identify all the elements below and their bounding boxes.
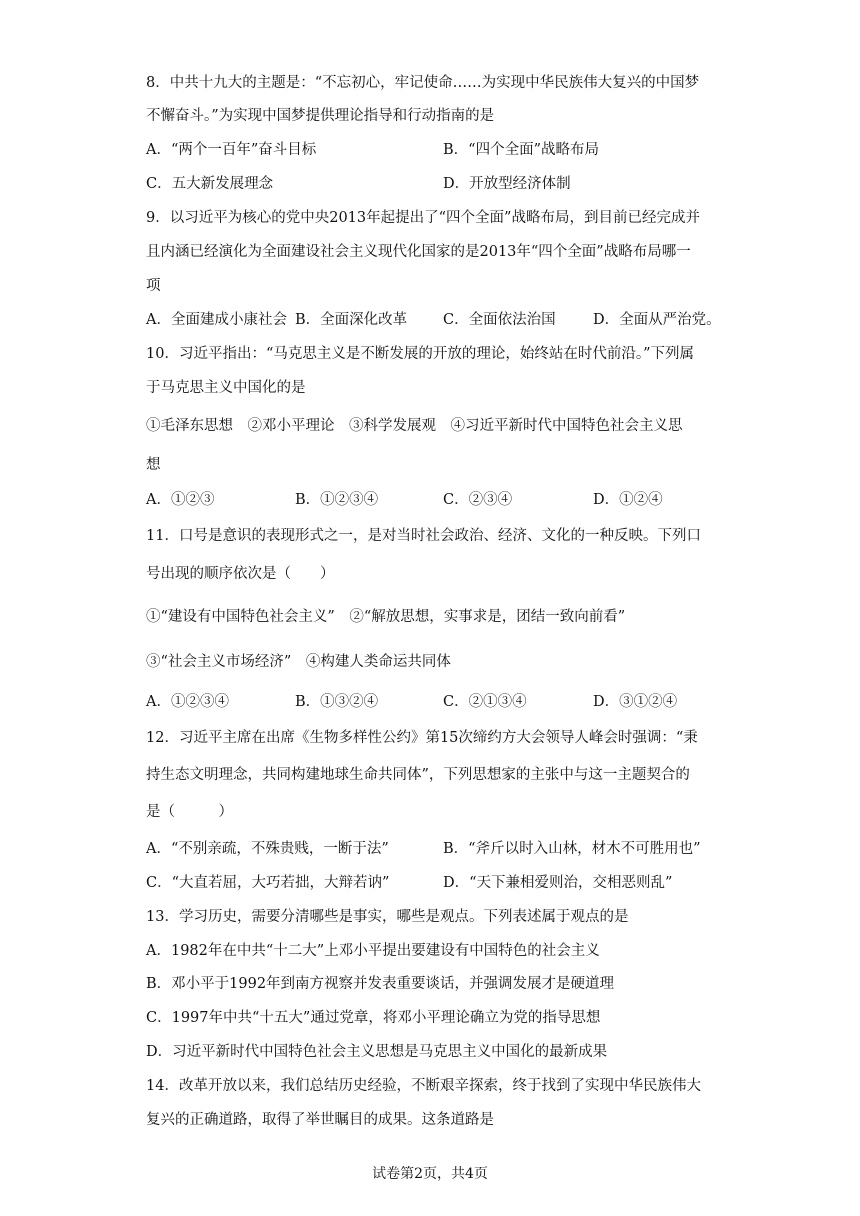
q10-option-d: D．①②④ <box>593 492 663 508</box>
q10-option-c: C．②③④ <box>443 492 513 508</box>
q11-option-b: B．①③②④ <box>295 694 379 710</box>
q9-option-c: C．全面依法治国 <box>443 312 556 328</box>
q10-items-line2: 想 <box>146 457 161 473</box>
q11-items-line2: ③“社会主义市场经济” ④构建人类命运共同体 <box>146 654 451 670</box>
q10-stem-line1: 10．习近平指出：“马克思主义是不断发展的开放的理论，始终站在时代前沿。”下列属 <box>146 346 695 362</box>
q8-stem-line2: 不懈奋斗。”为实现中国梦提供理论指导和行动指南的是 <box>146 108 495 124</box>
q12-stem-line3: 是（ ） <box>146 804 233 820</box>
q12-option-a: A．“不别亲疏，不殊贵贱，一断于法” <box>146 841 389 857</box>
q11-stem-line2: 号出现的顺序依次是（ ） <box>146 566 335 582</box>
q14-stem-line1: 14．改革开放以来，我们总结历史经验，不断艰辛探索，终于找到了实现中华民族伟大 <box>146 1078 701 1094</box>
q13-option-a: A．1982年在中共“十二大”上邓小平提出要建设有中国特色的社会主义 <box>146 943 600 959</box>
q12-stem-line2: 持生态文明理念，共同构建地球生命共同体”，下列思想家的主张中与这一主题契合的 <box>146 767 690 783</box>
q10-items-line1: ①毛泽东思想 ②邓小平理论 ③科学发展观 ④习近平新时代中国特色社会主义思 <box>146 418 683 434</box>
q9-option-a: A．全面建成小康社会 <box>146 312 287 328</box>
q12-option-b: B．“斧斤以时入山林，材木不可胜用也” <box>443 841 701 857</box>
q9-stem-line2: 且内涵已经演化为全面建设社会主义现代化国家的是2013年“四个全面”战略布局哪一 <box>146 244 691 260</box>
q9-option-b: B．全面深化改革 <box>295 312 408 328</box>
q8-stem-line1: 8．中共十九大的主题是：“不忘初心，牢记使命……为实现中华民族伟大复兴的中国梦 <box>146 75 700 91</box>
q8-option-d: D．开放型经济体制 <box>443 176 571 192</box>
q14-stem-line2: 复兴的正确道路，取得了举世瞩目的成果。这条道路是 <box>146 1112 494 1128</box>
q12-option-c: C．“大直若屈，大巧若拙，大辩若讷” <box>146 875 390 891</box>
q11-stem-line1: 11．口号是意识的表现形式之一，是对当时社会政治、经济、文化的一种反映。下列口 <box>146 528 701 544</box>
q8-option-b: B．“四个全面”战略布局 <box>443 142 599 158</box>
q11-option-a: A．①②③④ <box>146 694 229 710</box>
q13-stem-line1: 13．学习历史，需要分清哪些是事实，哪些是观点。下列表述属于观点的是 <box>146 909 629 925</box>
q10-option-b: B．①②③④ <box>295 492 379 508</box>
q13-option-b: B．邓小平于1992年到南方视察并发表重要谈话，并强调发展才是硬道理 <box>146 976 615 992</box>
page-footer: 试卷第2页，共4页 <box>372 1166 488 1182</box>
q12-stem-line1: 12．习近平主席在出席《生物多样性公约》第15次缔约方大会领导人峰会时强调：“秉 <box>146 730 698 746</box>
q10-option-a: A．①②③ <box>146 492 215 508</box>
q10-stem-line2: 于马克思主义中国化的是 <box>146 380 306 396</box>
q11-items-line1: ①“建设有中国特色社会主义” ②“解放思想，实事求是，团结一致向前看” <box>146 609 626 625</box>
q13-option-d: D．习近平新时代中国特色社会主义思想是马克思主义中国化的最新成果 <box>146 1044 608 1060</box>
q8-option-a: A．“两个一百年”奋斗目标 <box>146 142 317 158</box>
q11-option-d: D．③①②④ <box>593 694 678 710</box>
q9-stem-line3: 项 <box>146 278 161 294</box>
q9-stem-line1: 9．以习近平为核心的党中央2013年起提出了“四个全面”战略布局，到目前已经完成并 <box>146 210 700 226</box>
q11-option-c: C．②①③④ <box>443 694 527 710</box>
q9-option-d: D．全面从严治党。 <box>593 312 721 328</box>
q13-option-c: C．1997年中共“十五大”通过党章，将邓小平理论确立为党的指导思想 <box>146 1010 601 1026</box>
q8-option-c: C．五大新发展理念 <box>146 176 274 192</box>
q12-option-d: D．“天下兼相爱则治，交相恶则乱” <box>443 875 673 891</box>
